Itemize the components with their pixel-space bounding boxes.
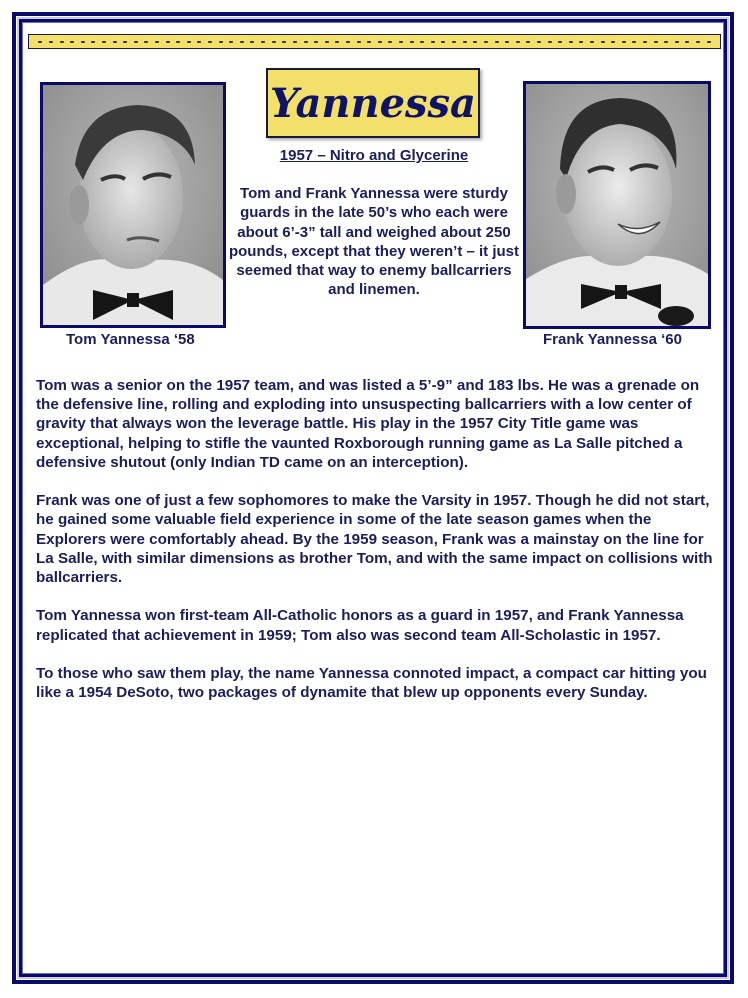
decorative-dot [357,41,361,43]
name-logo-banner [266,68,480,138]
decorative-dot [473,41,477,43]
decorative-dot [272,41,276,43]
decorative-dot [367,41,371,43]
decorative-dot [463,41,467,43]
logo-text: Yannessa [270,79,476,127]
decorative-dot [176,41,180,43]
decorative-dot [664,41,668,43]
decorative-dot [654,41,658,43]
decorative-dot [452,41,456,43]
decorative-dot [144,41,148,43]
decorative-dot [38,41,42,43]
decorative-dot [229,41,233,43]
decorative-dot [378,41,382,43]
decorative-dot [219,41,223,43]
decorative-dot [558,41,562,43]
decorative-dot [707,41,711,43]
decorative-dot [579,41,583,43]
decorative-dot [325,41,329,43]
decorative-dot [250,41,254,43]
decorative-dot [113,41,117,43]
portrait-image [526,84,708,326]
decorative-dot [314,41,318,43]
decorative-dot [134,41,138,43]
decorative-dot [431,41,435,43]
decorative-dot [166,41,170,43]
decorative-dot [526,41,530,43]
photo-caption-tom: Tom Yannessa ‘58 [66,331,195,348]
body-paragraph: Frank was one of just a few sophomores to make the Varsity in 1957. Though he did not start, he gained some valuable field experience in some of the late season games when the Explorers were comfortably ahead. By the 1959 season, Frank was a mainstay on the line for La Salle, with similar dimensions as brother Tom, and with the same impact on collisions with ballcarriers. [36,492,713,587]
decorative-dot [420,41,424,43]
decorative-dot [70,41,74,43]
decorative-dot [410,41,414,43]
decorative-dot [388,41,392,43]
article-body [36,376,720,722]
portrait-image [43,85,223,325]
decorative-dot [399,41,403,43]
decorative-dot [537,41,541,43]
intro-paragraph: Tom and Frank Yannessa were sturdy guards in the late 50’s who each were about 6’-3” tall and weighed about 250 pounds, except that they weren’t – it just seemed that way to enemy ballcarriers and linemen. [228,185,520,299]
decorative-dot [548,41,552,43]
decorative-dot [505,41,509,43]
decorative-dot [49,41,53,43]
decorative-dot [208,41,212,43]
decorative-dot [81,41,85,43]
article-subtitle: 1957 – Nitro and Glycerine [279,147,469,164]
body-paragraph: Tom Yannessa won first-team All-Catholic honors as a guard in 1957, and Frank Yannessa replicated that achievement in 1959; Tom also was second team All-Scholastic in 1957. [36,607,684,644]
decorative-dot [495,41,499,43]
decorative-dot [685,41,689,43]
decorative-dot [240,41,244,43]
decorative-dot [611,41,615,43]
decorative-dot [675,41,679,43]
decorative-dot [696,41,700,43]
decorative-dot [282,41,286,43]
decorative-dot [484,41,488,43]
decorative-dot [187,41,191,43]
decorative-dot [261,41,265,43]
decorative-dot [643,41,647,43]
photo-frank-yannessa [523,81,711,329]
body-paragraph: Tom was a senior on the 1957 team, and was listed a 5’-9” and 183 lbs. He was a grenade on the defensive line, rolling and exploding into unsuspecting ballcarriers with a low center of gravity that always won the leverage battle. His play in the 1957 City Title game was exceptional, helping to stifle the vaunted Roxborough running game as La Salle pitched a defensive shutout (only Indian TD came on an interception). [36,377,700,471]
decorative-dot [155,41,159,43]
decorative-dot [622,41,626,43]
decorative-dot [346,41,350,43]
decorative-dot [590,41,594,43]
decorative-dot [304,41,308,43]
body-paragraph: To those who saw them play, the name Yannessa connoted impact, a compact car hitting you like a 1954 DeSoto, two packages of dynamite that blew up opponents every Sunday. [36,665,707,702]
decorative-dot [569,41,573,43]
decorative-dot [197,41,201,43]
photo-tom-yannessa [40,82,226,328]
decorative-dot [293,41,297,43]
decorative-dot [123,41,127,43]
photo-caption-frank: Frank Yannessa ‘60 [543,331,682,348]
decorative-dot [60,41,64,43]
decorative-dot [516,41,520,43]
decorative-dot [91,41,95,43]
decorative-dot [335,41,339,43]
decorative-dot [601,41,605,43]
decorative-dot [441,41,445,43]
decorative-dot [632,41,636,43]
decorative-dot [102,41,106,43]
decorative-top-bar [28,34,721,49]
